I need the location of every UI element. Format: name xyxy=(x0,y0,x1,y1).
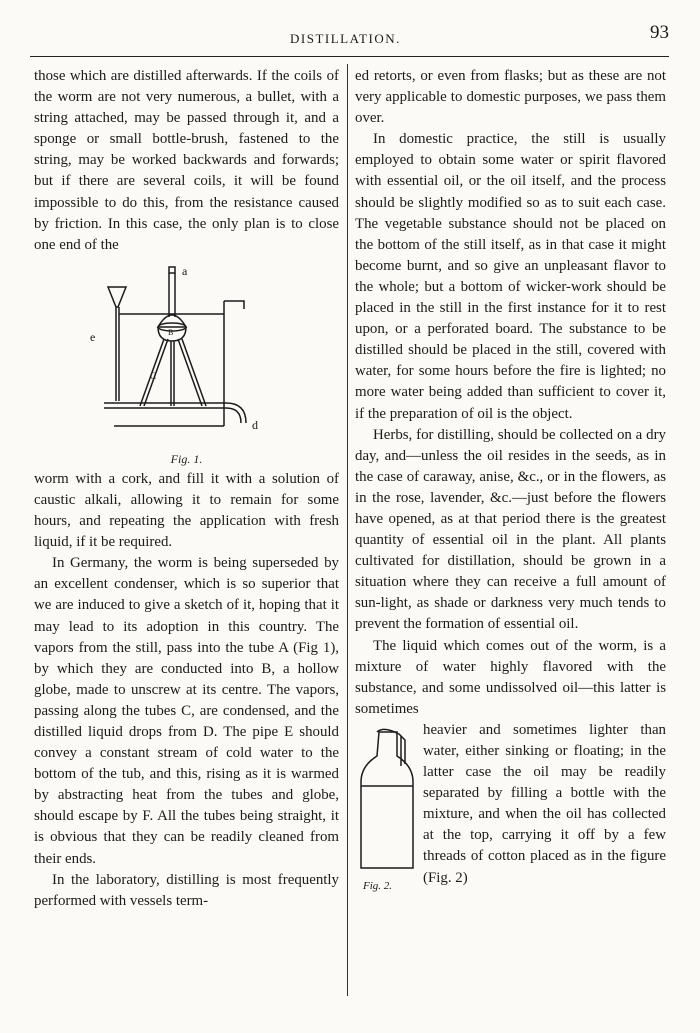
figure-1-label-c: C xyxy=(150,370,157,381)
paragraph: ed retorts, or even from flasks; but as these are not very applicable to domestic purposes, we pass them over. xyxy=(355,68,666,127)
figure-2-bottle xyxy=(353,726,419,901)
figure-1-label-a: a xyxy=(182,263,188,278)
condenser-illustration xyxy=(90,261,276,436)
left-column xyxy=(34,66,339,912)
figure-2-caption: Fig. 2. xyxy=(363,879,393,892)
paragraph: worm with a cork, and fill it with a solution of caustic alkali, allowing it to remain for some hours, and repeating the application with fresh liquid, if it be required. xyxy=(34,470,339,551)
bottle-illustration xyxy=(353,726,419,876)
paragraph: In Germany, the worm is being superseded by an excellent condenser, which is so superior that we are induced to give a sketch of it, hoping that it may lead to its adoption in this country. The vapors from the still, pass into the tube A (Fig 1), by which they are conducted into B, a hollow globe, made to unscrew at its centre. The vapors, passing along the tubes C, are condensed, and the distilled liquid drops from D. The pipe E should convey a constant stream of cold water to the bottom of the tub, and this, rising as it is warmed by abstracting heat from the tubes and globe, should escape by F. All the tubes being straight, it is obvious that they can be readily cleaned from their ends. xyxy=(34,555,339,867)
figure-1-label-d: d xyxy=(252,417,258,432)
paragraph: Herbs, for distilling, should be collected on a dry day, and—unless the oil resides in the seeds, as in the case of caraway, anise, &c., or in the flowers, as in the rose, lavender, &c.—just before the flowers have opened, as at that period there is the greatest quantity of essential oil in the plant. All plants cultivated for distillation, should be grown in a situation where they can receive a full amount of sun-light, as shade or darkness very much tends to prevent the formation of essential oil. xyxy=(355,426,666,633)
figure-1-label-e: e xyxy=(90,329,96,344)
paragraph: The liquid which comes out of the worm, is a mixture of water highly flavored with the substance, and some undissolved oil—this latter is sometimes xyxy=(355,637,666,717)
paragraph: In domestic practice, the still is usually employed to obtain some water or spirit flavored with essential oil, or the oil itself, and the process should be slightly modified so as to suit each case. The vegetable substance should not be placed on the bottom of the still itself, as in that case it might become burnt, and so give an unpleasant flavor to the whole; but a bottom of wicker-work should be placed in the still in the first instance for it to rest upon, or a perforated board. The substance to be distilled should be placed in the still, covered with water, for some hours before the fire is lighted; no more water being added than sufficient to cover it, if the preparation of oil is the object. xyxy=(355,131,666,422)
running-header-title: DISTILLATION. xyxy=(290,31,401,46)
header-rule xyxy=(30,56,669,57)
column-divider xyxy=(347,64,348,996)
paragraph: In the laboratory, distilling is most frequently performed with vessels term- xyxy=(34,871,339,909)
page-number: 93 xyxy=(650,22,669,43)
paragraph: heavier and sometimes lighter than water, either sinking or floating; in the latter case the oil may be readily separated by filling a bottle with the mixture, and when the oil has collected at the top, carrying it off by a few threads of cotton placed as in the figure (Fig. 2) xyxy=(423,721,666,886)
figure-1-condenser xyxy=(34,261,339,451)
figure-1-caption: Fig. 1. xyxy=(170,451,203,466)
paragraph: those which are distilled afterwards. If the coils of the worm are not very numerous, a bullet, with a string attached, may be passed through it, and a sponge or small bottle-brush, fastened to the string, may be worked backwards and forwards; but if there are several coils, it will be found impossible to do this, from the resistance caused by friction. In this case, the only plan is to close one end of the xyxy=(34,68,339,253)
figure-1-label-b: B xyxy=(168,327,174,337)
right-column xyxy=(355,66,666,901)
